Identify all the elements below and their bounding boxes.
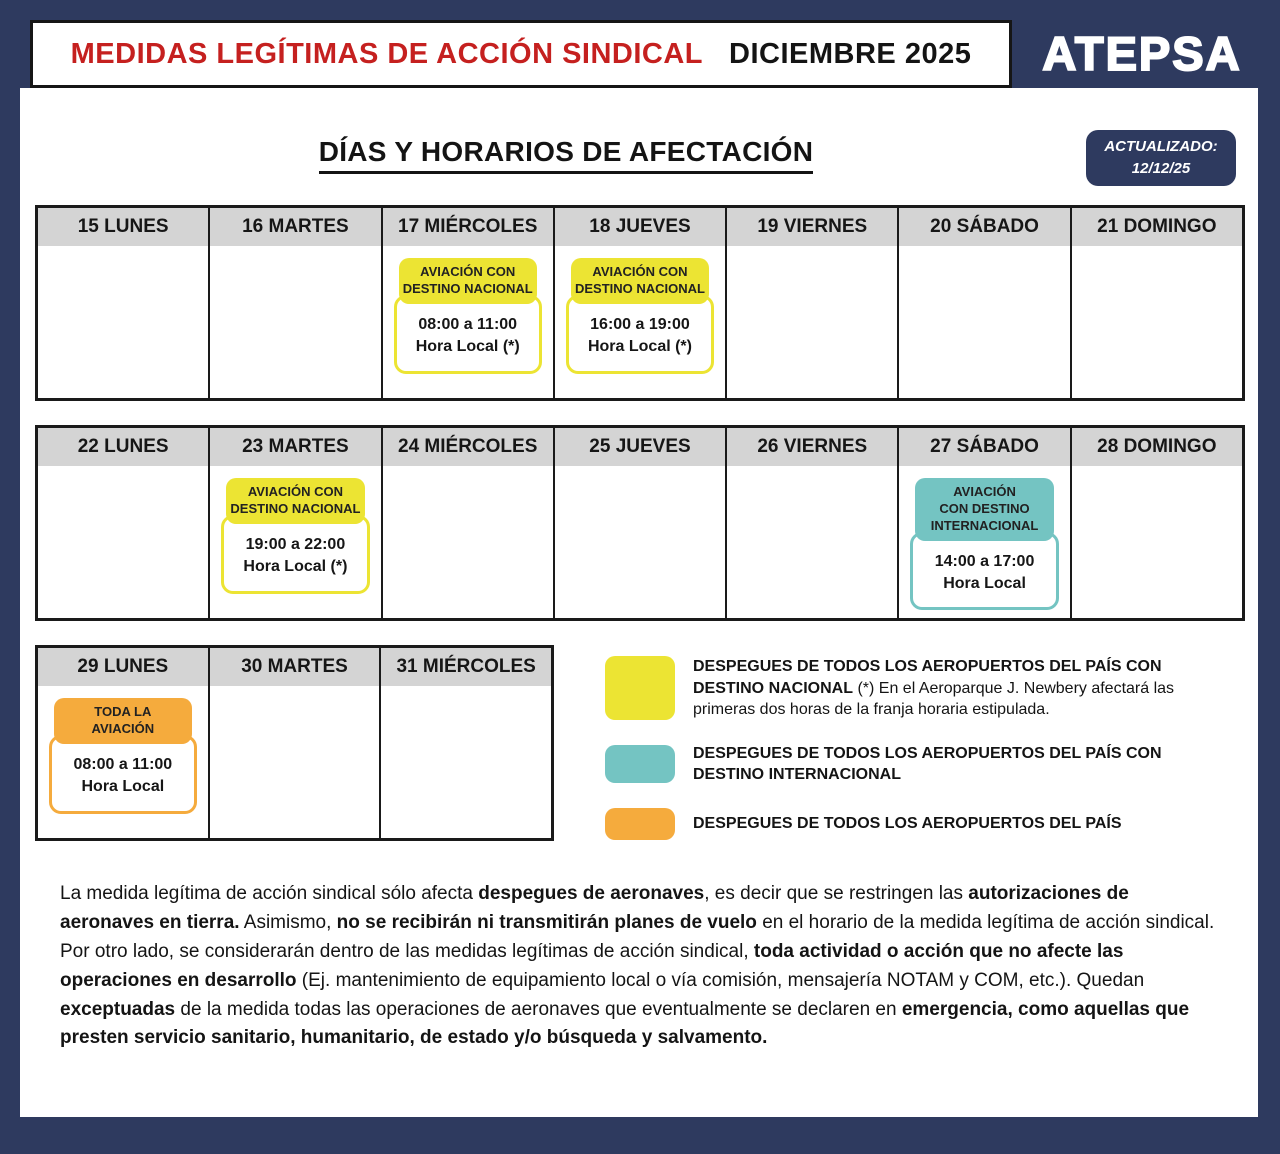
event-time (394, 295, 542, 374)
event-tag-line: AVIACIÓN (91, 720, 155, 736)
day-body (555, 246, 725, 398)
event-tag (399, 258, 537, 304)
day-header: 17 MIÉRCOLES (383, 208, 553, 246)
event-time-range: 08:00 a 11:00 (73, 755, 173, 773)
day-cell (208, 428, 380, 618)
day-header: 23 MARTES (210, 428, 380, 466)
event-tag-line: DESTINO NACIONAL (574, 280, 705, 296)
event-time (49, 735, 197, 814)
day-body (38, 246, 208, 398)
footer-segment: Asimismo, (239, 911, 337, 933)
day-header: 25 JUEVES (555, 428, 725, 466)
legend-swatch-yellow (605, 656, 675, 720)
footer-segment: toda actividad o acción que no afecte las operaciones en desarrollo (60, 940, 1124, 991)
day-body (381, 686, 551, 838)
day-cell (725, 208, 897, 398)
day-header: 27 SÁBADO (899, 428, 1069, 466)
event-tag (915, 478, 1053, 541)
event-block (555, 258, 725, 374)
day-cell (208, 208, 380, 398)
legend-item (605, 743, 1237, 786)
day-header: 31 MIÉRCOLES (381, 648, 551, 686)
updated-label: ACTUALIZADO: (1104, 138, 1218, 156)
calendar-week-3 (35, 645, 554, 841)
footer-segment: no se recibirán ni transmitirán planes de vuelo (336, 911, 757, 933)
day-cell (38, 208, 208, 398)
main-panel (20, 88, 1258, 1117)
calendar-week-2 (35, 425, 1245, 621)
event-block (210, 478, 380, 594)
day-cell (553, 428, 725, 618)
event-block (38, 698, 208, 814)
event-time-range: 14:00 a 17:00 (934, 552, 1035, 570)
day-body (727, 246, 897, 398)
day-body (383, 466, 553, 618)
legend-text (693, 656, 1237, 721)
day-header: 21 DOMINGO (1072, 208, 1242, 246)
footer-segment: autorizaciones de aeronaves en tierra. (60, 883, 1129, 933)
event-tag-line: AVIACIÓN CON (420, 264, 516, 279)
event-tag-line: DESTINO NACIONAL (402, 280, 533, 296)
event-time-range: 19:00 a 22:00 (245, 535, 346, 553)
legend-note: (*) En el Aeroparque J. Newbery afectará las primeras dos horas de la franja horaria estipulada. (693, 679, 1175, 719)
legend-title: DESPEGUES DE TODOS LOS AEROPUERTOS DEL PAÍS CON DESTINO INTERNACIONAL (693, 744, 1162, 784)
footer-segment: de la medida todas las operaciones de aeronaves que eventualmente se declaren en (175, 998, 902, 1020)
day-body (1072, 466, 1242, 618)
day-header: 19 VIERNES (727, 208, 897, 246)
section-title: DÍAS Y HORARIOS DE AFECTACIÓN (319, 136, 814, 174)
day-header: 22 LUNES (38, 428, 208, 466)
event-block (383, 258, 553, 374)
day-cell (553, 208, 725, 398)
day-body (210, 686, 380, 838)
legend-title: DESPEGUES DE TODOS LOS AEROPUERTOS DEL PAÍS CON DESTINO NACIONAL (693, 658, 1162, 697)
day-cell (379, 648, 551, 838)
day-header: 26 VIERNES (727, 428, 897, 466)
event-time (221, 515, 369, 594)
legend-text (693, 743, 1237, 786)
event-tag-line: INTERNACIONAL (930, 517, 1039, 533)
footer-segment: despegues de aeronaves (478, 883, 705, 904)
day-cell (897, 428, 1069, 618)
day-body (727, 466, 897, 618)
event-tag-line: DESTINO NACIONAL (230, 500, 361, 516)
footer-paragraph (60, 880, 1228, 1053)
event-time (910, 532, 1058, 611)
event-time-note: Hora Local (81, 778, 165, 796)
day-header: 20 SÁBADO (899, 208, 1069, 246)
legend (605, 656, 1237, 862)
footer-segment: emergencia, como aquellas que presten servicio sanitario, humanitario, de estado y/o búsqueda y salvamento. (60, 998, 1190, 1049)
legend-item (605, 808, 1237, 840)
updated-badge (1086, 130, 1236, 186)
event-time-range: 08:00 a 11:00 (418, 315, 518, 333)
event-time-note: Hora Local (943, 575, 1026, 593)
legend-swatch-orange (605, 808, 675, 840)
day-header: 29 LUNES (38, 648, 208, 686)
event-time-note: Hora Local (*) (587, 338, 692, 356)
atepsa-logo: ATEPSA (1042, 26, 1242, 80)
day-cell (897, 208, 1069, 398)
day-cell (381, 208, 553, 398)
day-body (899, 246, 1069, 398)
header-banner (30, 20, 1012, 88)
day-cell (381, 428, 553, 618)
event-tag-line: AVIACIÓN CON (592, 264, 688, 279)
event-block (899, 478, 1069, 610)
day-header: 15 LUNES (38, 208, 208, 246)
legend-text (693, 813, 1122, 835)
day-body (555, 466, 725, 618)
day-cell (725, 428, 897, 618)
event-time-range: 16:00 a 19:00 (590, 315, 690, 333)
day-cell (208, 648, 380, 838)
day-body (383, 246, 553, 398)
day-cell (1070, 428, 1242, 618)
calendar-week-1 (35, 205, 1245, 401)
day-cell (38, 428, 208, 618)
footer-segment: en el horario de la medida legítima de acción sindical. Por otro lado, se considerarán dentro de las medidas legítimas de acción sindical, (60, 911, 1215, 962)
flyer-month: DICIEMBRE 2025 (729, 37, 972, 70)
day-cell (38, 648, 208, 838)
event-tag (226, 478, 364, 524)
event-tag-line: AVIACIÓN CON (247, 484, 343, 499)
event-time-note: Hora Local (*) (415, 338, 520, 356)
legend-swatch-teal (605, 745, 675, 783)
footer-segment: , es decir que se restringen las (704, 883, 969, 904)
section-title-wrap (20, 136, 1112, 174)
day-header: 28 DOMINGO (1072, 428, 1242, 466)
event-tag-line: CON DESTINO (939, 500, 1030, 516)
flyer-title: MEDIDAS LEGÍTIMAS DE ACCIÓN SINDICAL (70, 37, 704, 70)
legend-item (605, 656, 1237, 721)
legend-title: DESPEGUES DE TODOS LOS AEROPUERTOS DEL PAÍS (693, 815, 1122, 833)
day-header: 16 MARTES (210, 208, 380, 246)
day-header: 30 MARTES (210, 648, 380, 686)
event-time (566, 295, 714, 374)
footer-segment: La medida legítima de acción sindical sólo afecta (60, 883, 479, 904)
event-tag (54, 698, 192, 744)
day-body (1072, 246, 1242, 398)
footer-segment: exceptuadas (60, 998, 176, 1020)
event-time-note: Hora Local (*) (243, 558, 348, 576)
day-body (210, 466, 380, 618)
day-header: 18 JUEVES (555, 208, 725, 246)
day-body (899, 466, 1069, 618)
day-body (210, 246, 380, 398)
footer-segment: (Ej. mantenimiento de equipamiento local o vía comisión, mensajería NOTAM y COM, etc.). Quedan (296, 969, 1145, 991)
event-tag-line: AVIACIÓN (953, 484, 1016, 499)
day-header: 24 MIÉRCOLES (383, 428, 553, 466)
event-tag (571, 258, 709, 304)
day-cell (1070, 208, 1242, 398)
day-body (38, 686, 208, 838)
event-tag-line: TODA LA (94, 704, 152, 719)
day-body (38, 466, 208, 618)
updated-date: 12/12/25 (1131, 160, 1191, 177)
